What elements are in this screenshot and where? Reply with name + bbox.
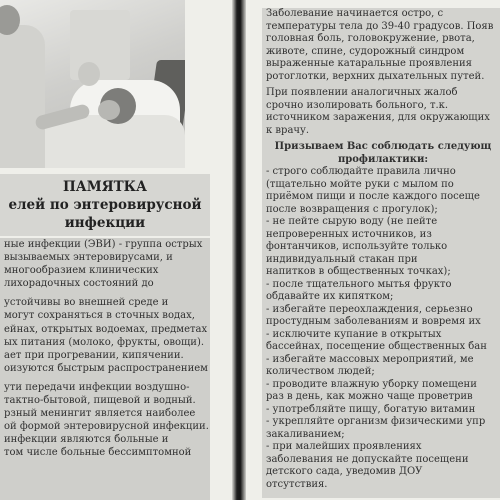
text-line: оизуются быстрым распространением	[4, 362, 208, 374]
left-text-block	[0, 238, 210, 500]
text-line: источником заражения, для окружающих	[266, 112, 490, 123]
text-line: инфекции являются больные и	[4, 434, 169, 446]
text-line: напитков в общественных точках);	[266, 266, 451, 277]
text-line: детского сада, уведомив ДОУ	[266, 466, 423, 477]
memo-title-line: елей по энтеровирусной	[8, 197, 202, 213]
photo-toy	[78, 62, 100, 86]
text-line: - при малейших проявлениях	[266, 441, 422, 452]
text-line: - после тщательного мытья фрукто	[266, 278, 452, 290]
text-line: ых питания (молоко, фрукты, овощи).	[4, 336, 205, 348]
text-line: вызываемых энтеровирусами, и	[4, 252, 173, 264]
memo-title-line: ПАМЯТКА	[63, 179, 147, 195]
text-line: многообразием клинических	[4, 265, 159, 277]
text-line: - проводите влажную уборку помещени	[266, 378, 477, 390]
text-line: заболевания не допускайте посещени	[266, 453, 469, 465]
text-line: том числе больные бессимптомной	[4, 447, 192, 459]
memo-title-line: инфекции	[64, 215, 146, 231]
photo-doctor	[0, 25, 45, 168]
text-line: ейнах, открытых водоемах, предметах	[4, 323, 208, 335]
text-line: рзный менингит является наиболее	[4, 408, 196, 420]
photo-child-face	[98, 100, 120, 120]
book-spine	[232, 0, 246, 500]
text-line: Призываем Вас соблюдать следующ	[274, 141, 492, 152]
text-line: срочно изолировать больного, т.к.	[266, 99, 449, 111]
text-line: приёмом пищи и после каждого посеще	[266, 191, 480, 202]
text-line: (тщательно мойте руки с мылом по	[266, 178, 454, 190]
text-line: раз в день, как можно чаще проветрив	[266, 391, 473, 402]
text-line: профилактики:	[337, 153, 429, 165]
text-line: лихорадочных состояний до	[4, 278, 154, 290]
text-line: - укрепляйте организм физическими упр	[266, 416, 486, 427]
text-line: бассейнах, посещение общественных бан	[266, 341, 487, 352]
text-line: Заболевание начинается остро, с	[266, 8, 444, 19]
text-line: - строго соблюдайте правила лично	[266, 166, 456, 177]
text-line: простудным заболеваниям и вовремя их	[266, 316, 481, 327]
right-text-block	[262, 8, 500, 498]
text-line: могут сохраняться в сточных водах,	[4, 310, 195, 322]
text-line: ути передачи инфекции воздушно-	[4, 381, 190, 393]
text-line: непроверенных источников, из	[266, 228, 432, 240]
text-line: - употребляйте пищу, богатую витамин	[266, 403, 476, 415]
text-line: после возвращения с прогулок);	[266, 203, 438, 215]
text-line: ает при прогревании, кипячении.	[4, 349, 184, 361]
text-line: ой формой энтеровирусной инфекции.	[4, 421, 209, 433]
text-line: выраженные катаральные проявления	[266, 58, 472, 69]
text-line: индивидуальный стакан при	[266, 253, 418, 265]
text-line: ные инфекции (ЭВИ) - группа острых	[4, 239, 203, 250]
text-line: ротоглотки, верхних дыхательных путей.	[266, 70, 485, 82]
text-line: отсутствия.	[266, 478, 328, 490]
text-line: устойчивы во внешней среде и	[4, 297, 169, 309]
text-line: - исключите купание в открытых	[266, 328, 442, 340]
text-line: к врачу.	[266, 124, 310, 136]
text-line: - избегайте переохлаждения, серьезно	[266, 303, 473, 315]
text-line: тактно-бытовой, пищевой и водный.	[4, 395, 196, 407]
text-line: обдавайте их кипятком;	[266, 291, 394, 302]
text-line: головная боль, головокружение, рвота,	[266, 33, 475, 44]
left-page	[0, 0, 232, 500]
text-line: - не пейте сырую воду (не пейте	[266, 216, 438, 227]
text-line: фонтанчиков, используйте только	[266, 241, 448, 252]
text-line: животе, спине, судорожный синдром	[266, 45, 465, 57]
text-line: - избегайте массовых мероприятий, ме	[266, 353, 474, 365]
left-text-lines	[0, 238, 210, 460]
text-line: количеством людей;	[266, 366, 375, 377]
doctor-examining-child-photo	[0, 0, 185, 168]
text-line: закаливанием;	[266, 428, 345, 440]
right-text-lines	[262, 8, 500, 491]
text-line: При появлении аналогичных жалоб	[266, 87, 458, 98]
memo-title	[0, 174, 210, 236]
text-line: температуры тела до 39-40 градусов. Появ	[266, 20, 494, 32]
